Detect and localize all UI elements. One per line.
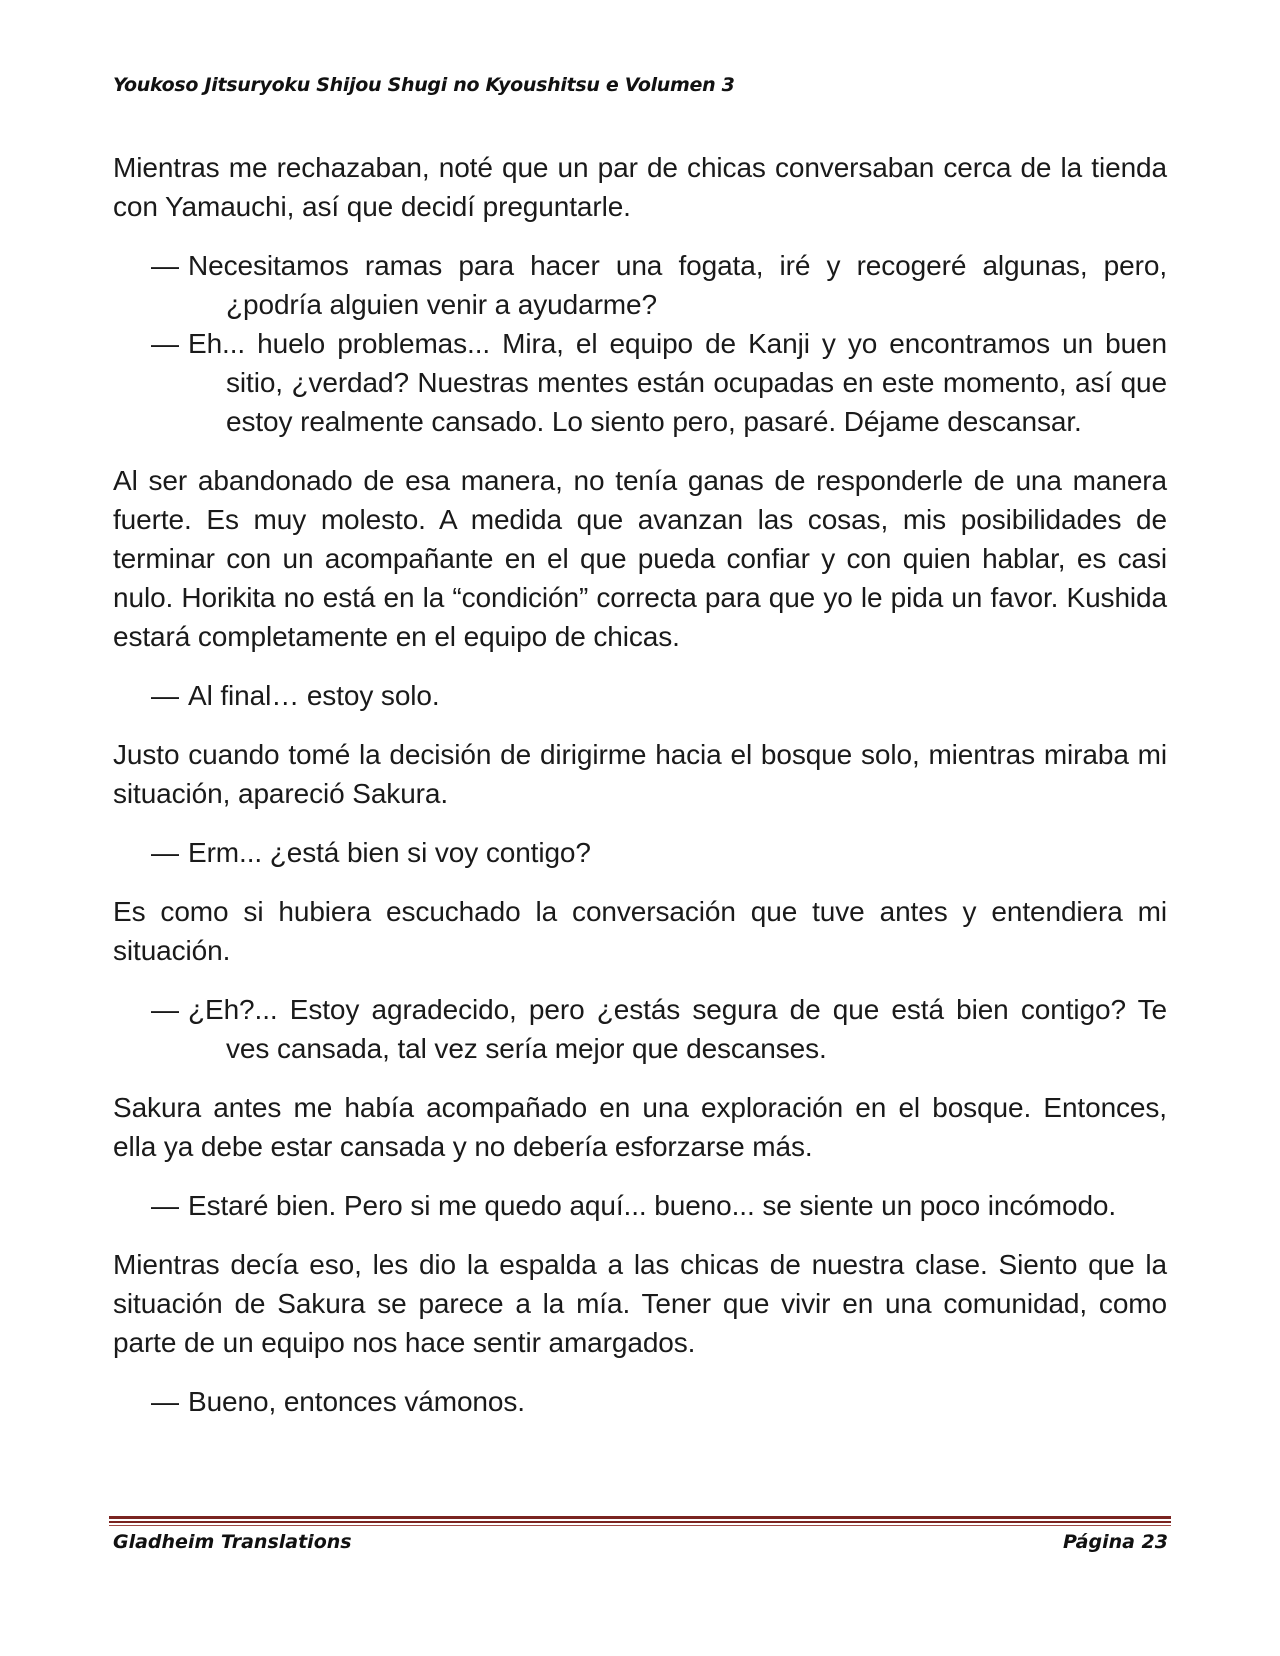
em-dash: — xyxy=(151,680,179,711)
dialogue-line xyxy=(151,1186,1167,1225)
dialogue-line xyxy=(151,676,1167,715)
dialogue-line xyxy=(151,324,1167,441)
dialogue-group xyxy=(113,246,1167,441)
page-body xyxy=(113,148,1167,1441)
paragraph: Mientras me rechazaban, noté que un par de chicas conversaban cerca de la tienda con Yamauchi, así que decidí preguntarle. xyxy=(113,152,1167,222)
dialogue-text: ¿Eh?... Estoy agradecido, pero ¿estás segura de que está bien contigo? Te ves cansada, tal vez sería mejor que descanses. xyxy=(188,994,1167,1064)
footer-page-number: Página 23 xyxy=(1062,1531,1168,1553)
dialogue-line xyxy=(151,246,1167,324)
dialogue-text: Bueno, entonces vámonos. xyxy=(188,1386,525,1417)
dialogue-group xyxy=(113,676,1167,715)
footer-divider xyxy=(109,1521,1171,1523)
dialogue-line xyxy=(151,833,1167,872)
em-dash: — xyxy=(151,1386,179,1417)
footer-publisher: Gladheim Translations xyxy=(113,1531,352,1553)
dialogue-line xyxy=(151,990,1167,1068)
em-dash: — xyxy=(151,837,179,868)
dialogue-text: Necesitamos ramas para hacer una fogata, iré y recogeré algunas, pero, ¿podría alguien venir a ayudarme? xyxy=(188,250,1167,320)
dialogue-text: Erm... ¿está bien si voy contigo? xyxy=(188,837,591,868)
paragraph: Sakura antes me había acompañado en una exploración en el bosque. Entonces, ella ya debe estar cansada y no debería esforzarse más. xyxy=(113,1092,1167,1162)
dialogue-group xyxy=(113,1382,1167,1421)
paragraph: Al ser abandonado de esa manera, no tenía ganas de responderle de una manera fuerte. Es muy molesto. A medida que avanzan las cosas, mis posibilidades de terminar con un acompañante en el que pueda confiar y con quien hablar, es casi nulo. Horikita no está en la “condición” correcta para que yo le pida un favor. Kushida estará completamente en el equipo de chicas. xyxy=(113,465,1167,652)
em-dash: — xyxy=(151,250,179,281)
paragraph: Es como si hubiera escuchado la conversación que tuve antes y entendiera mi situación. xyxy=(113,896,1167,966)
page-header-title: Youkoso Jitsuryoku Shijou Shugi no Kyoushitsu e Volumen 3 xyxy=(113,74,735,96)
dialogue-line xyxy=(151,1382,1167,1421)
dialogue-group xyxy=(113,1186,1167,1225)
dialogue-text: Estaré bien. Pero si me quedo aquí... bueno... se siente un poco incómodo. xyxy=(188,1190,1117,1221)
em-dash: — xyxy=(151,328,179,359)
dialogue-group xyxy=(113,833,1167,872)
footer-divider xyxy=(109,1525,1171,1526)
footer-divider xyxy=(109,1516,1171,1519)
dialogue-group xyxy=(113,990,1167,1068)
paragraph: Mientras decía eso, les dio la espalda a las chicas de nuestra clase. Siento que la situación de Sakura se parece a la mía. Tener que vivir en una comunidad, como parte de un equipo nos hace sentir amargados. xyxy=(113,1249,1167,1358)
em-dash: — xyxy=(151,994,179,1025)
dialogue-text: Eh... huelo problemas... Mira, el equipo de Kanji y yo encontramos un buen sitio, ¿verdad? Nuestras mentes están ocupadas en este momento, así que estoy realmente cansado. Lo siento pero, pasaré. Déjame descansar. xyxy=(188,328,1167,437)
dialogue-text: Al final… estoy solo. xyxy=(188,680,440,711)
em-dash: — xyxy=(151,1190,179,1221)
paragraph: Justo cuando tomé la decisión de dirigirme hacia el bosque solo, mientras miraba mi situación, apareció Sakura. xyxy=(113,739,1167,809)
